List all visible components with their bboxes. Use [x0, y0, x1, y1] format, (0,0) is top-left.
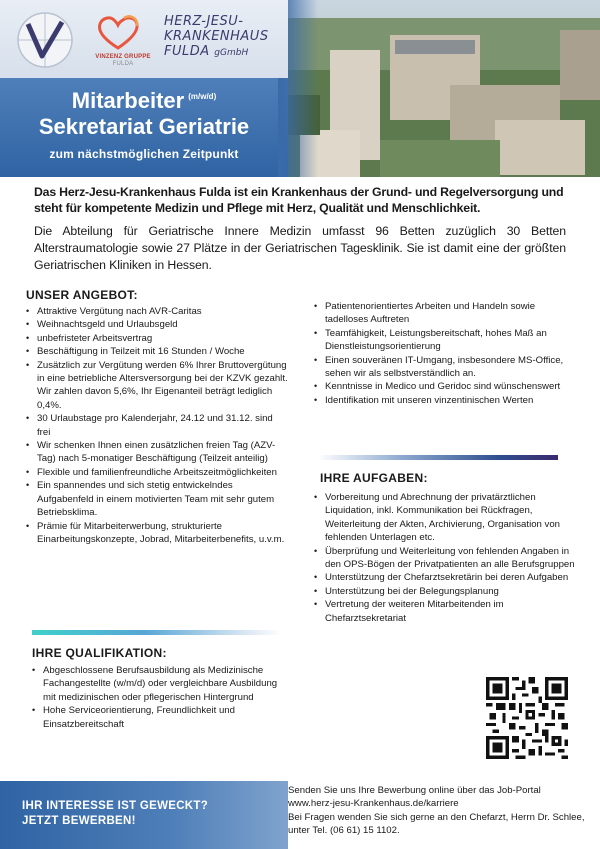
list-item: • Flexible und familienfreundliche Arbeitszeitmöglichkeiten — [26, 466, 288, 479]
heart-icon — [96, 14, 140, 52]
list-item: • Unterstützung der Chefarztsekretärin bei deren Aufgaben — [314, 571, 576, 584]
contact-info: Bei Fragen wenden Sie sich gerne an den Chefarzt, Herrn Dr. Schlee, unter Tel. (06 61) 15 1102. — [288, 811, 585, 837]
intro — [34, 184, 566, 274]
list-item: • Teamfähigkeit, Leistungsbereitschaft, hohes Maß an Dienstleistungsorientierung — [314, 327, 576, 354]
list-item: • Zusätzlich zur Vergütung werden 6% Ihrer Bruttovergütung in eine betriebliche Altersversorgung bei der KZVK gezahlt. Wir zahlen davon 5,6%, Ihr Eigenanteil beträgt lediglich 0,4%. — [26, 359, 288, 413]
list-item: • Identifikation mit unseren vinzentinischen Werten — [314, 394, 576, 407]
list-item: • Hohe Serviceorientierung, Freundlichkeit und Einsatzbereitschaft — [32, 704, 284, 731]
aufgaben-title: IHRE AUFGABEN: — [320, 471, 428, 485]
qualifikation-title: IHRE QUALIFIKATION: — [32, 646, 167, 660]
list-item: • Patientenorientiertes Arbeiten und Handeln sowie tadelloses Auftreten — [314, 300, 576, 327]
hospital-logo-text: HERZ-JESU- KRANKENHAUS FULDA gGmbH — [164, 14, 269, 59]
list-item: • unbefristeter Arbeitsvertrag — [26, 332, 288, 345]
logo-area — [0, 0, 288, 78]
list-item: • 30 Urlaubstage pro Kalenderjahr, 24.12 und 31.12. sind frei — [26, 412, 288, 439]
intro-text: Die Abteilung für Geriatrische Innere Medizin umfasst 96 Betten zuzüglich 30 Betten Alterstraumatologie sowie 27 Plätze in der Geriatrischen Tagesklinik. Sie ist damit eine der größten Geriatrischen Kliniken in Hessen. — [34, 224, 566, 272]
cta-line2: JETZT BEWERBEN! — [22, 815, 136, 827]
list-item: • Prämie für Mitarbeiterwerbung, strukturierte Einarbeitungskonzepte, Jobrad, Mitarbeiterbenefits, u.v.m. — [26, 520, 288, 547]
job-start-date: zum nächstmöglichen Zeitpunkt — [49, 147, 239, 161]
list-item: • Ein spannendes und sich stetig entwickelndes Aufgabenfeld in einem motivierten Team mit sehr gutem Betriebsklima. — [26, 479, 288, 519]
intro-bold-text: Das Herz-Jesu-Krankenhaus Fulda ist ein Krankenhaus der Grund- und Regelversorgung und steht für kompetente Medizin und Pflege mit Herz, Qualität und Menschlichkeit. — [34, 185, 564, 215]
angebot-title: UNSER ANGEBOT: — [26, 288, 138, 302]
vinzenz-gruppe-logo-text: VINZENZ GRUPPE FULDA — [95, 54, 151, 67]
list-item: • Unterstützung bei der Belegungsplanung — [314, 585, 576, 598]
career-link[interactable]: www.herz-jesu-Krankenhaus.de/karriere — [288, 798, 459, 810]
list-item: • Abgeschlossene Berufsausbildung als Medizinische Fachangestellte (w/m/d) oder vergleichbare Ausbildung mit medizinischen oder pflegerischen Hintergrund — [32, 664, 284, 704]
apply-line1: Senden Sie uns Ihre Bewerbung online über das Job-Portal — [288, 785, 541, 796]
list-item: • Attraktive Vergütung nach AVR-Caritas — [26, 305, 288, 318]
list-item: • Kenntnisse in Medico und Geridoc sind wünschenswert — [314, 380, 576, 393]
job-title-line1: Mitarbeiter $^{(m/w/d)}$ — [71, 88, 217, 113]
qualifikation-list — [32, 664, 284, 731]
list-item: • Vertretung der weiteren Mitarbeitenden im Chefarztsekretariat — [314, 598, 576, 625]
qr-code-icon[interactable] — [486, 677, 568, 759]
aufgaben-list — [314, 491, 576, 625]
cta-banner — [0, 781, 288, 849]
list-item: • Vorbereitung und Abrechnung der privatärztlichen Liquidation, inkl. Kommunikation bei Rückfragen, Weiterleitung der Akten, Archivierung, Organisation von fehlenden Unterlagen etc. — [314, 491, 576, 545]
list-item: • Einen souveränen IT-Umgang, insbesondere MS-Office, sehen wir als selbstverständlich an. — [314, 354, 576, 381]
job-title-block — [0, 84, 288, 161]
angebot-list — [26, 305, 288, 546]
list-item: • Weihnachtsgeld und Urlaubsgeld — [26, 318, 288, 331]
cta-line1: IHR INTERESSE IST GEWECKT? — [22, 800, 209, 812]
divider-bar-left — [32, 630, 282, 635]
job-title-line2: Sekretariat Geriatrie — [38, 114, 250, 139]
profil-list — [314, 300, 576, 407]
divider-bar-right — [318, 455, 558, 460]
list-item: • Überprüfung und Weiterleitung von fehlenden Angaben in den OPS-Bögen der Privatpatienten an alle Berufsgruppen — [314, 545, 576, 572]
list-item: • Wir schenken Ihnen einen zusätzlichen freien Tag (AZV-Tag) nach 5-monatiger Beschäftigung (Teilzeit anteilig) — [26, 439, 288, 466]
header — [0, 0, 600, 177]
vinzenz-v-logo-icon — [14, 10, 76, 70]
application-info — [288, 784, 588, 838]
list-item: • Beschäftigung in Teilzeit mit 16 Stunden / Woche — [26, 345, 288, 358]
